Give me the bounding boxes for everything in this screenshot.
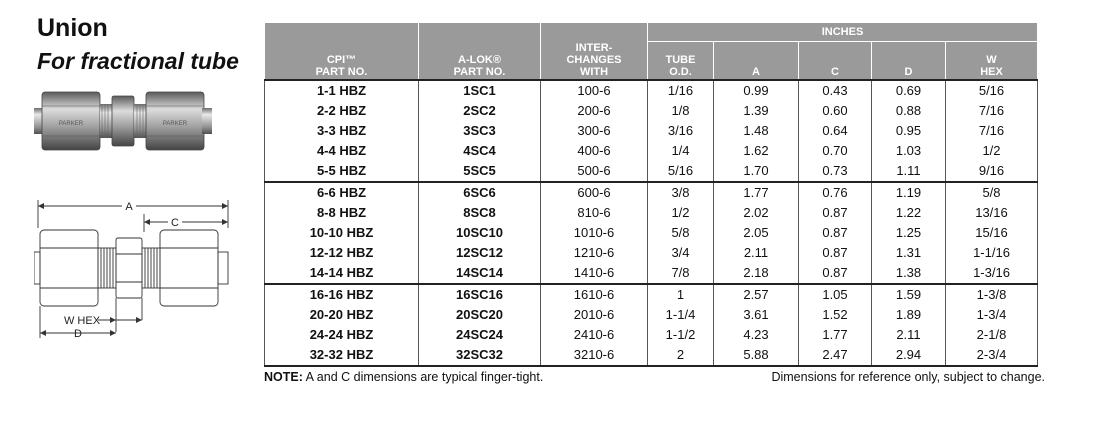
cell-dim-d: 2.11	[872, 325, 946, 345]
cell-interchanges-with: 1410-6	[541, 263, 648, 284]
cell-dim-a: 2.02	[714, 203, 799, 223]
cell-alok-part-no: 3SC3	[419, 121, 541, 141]
cell-dim-d: 0.88	[872, 101, 946, 121]
dimensions-table	[264, 22, 1038, 367]
cell-cpi-part-no: 1-1 HBZ	[265, 80, 419, 101]
cell-w-hex: 2-3/4	[946, 345, 1038, 366]
cell-cpi-part-no: 5-5 HBZ	[265, 161, 419, 182]
union-dimension-drawing	[34, 192, 234, 342]
table-row	[265, 182, 1038, 203]
cell-tube-od: 5/8	[648, 223, 714, 243]
cell-dim-c: 0.87	[799, 263, 872, 284]
cell-w-hex: 9/16	[946, 161, 1038, 182]
cell-dim-d: 1.38	[872, 263, 946, 284]
cell-dim-d: 0.95	[872, 121, 946, 141]
table-row	[265, 243, 1038, 263]
cell-alok-part-no: 16SC16	[419, 284, 541, 305]
cell-tube-od: 1/4	[648, 141, 714, 161]
dim-label-a: A	[125, 201, 133, 213]
cell-w-hex: 7/16	[946, 121, 1038, 141]
cell-tube-od: 5/16	[648, 161, 714, 182]
cell-alok-part-no: 12SC12	[419, 243, 541, 263]
header-interchanges-with: INTER- CHANGES WITH	[541, 23, 648, 81]
table-row	[265, 161, 1038, 182]
table-row	[265, 284, 1038, 305]
cell-alok-part-no: 32SC32	[419, 345, 541, 366]
cell-cpi-part-no: 3-3 HBZ	[265, 121, 419, 141]
cell-tube-od: 1	[648, 284, 714, 305]
cell-tube-od: 1/16	[648, 80, 714, 101]
header-a: A	[714, 42, 799, 81]
cell-interchanges-with: 1610-6	[541, 284, 648, 305]
cell-tube-od: 3/8	[648, 182, 714, 203]
cell-w-hex: 5/16	[946, 80, 1038, 101]
cell-w-hex: 1-3/4	[946, 305, 1038, 325]
cell-dim-c: 0.87	[799, 203, 872, 223]
cell-alok-part-no: 20SC20	[419, 305, 541, 325]
cell-dim-c: 0.76	[799, 182, 872, 203]
cell-alok-part-no: 6SC6	[419, 182, 541, 203]
cell-tube-od: 2	[648, 345, 714, 366]
cell-dim-d: 1.03	[872, 141, 946, 161]
cell-alok-part-no: 10SC10	[419, 223, 541, 243]
cell-alok-part-no: 14SC14	[419, 263, 541, 284]
cell-interchanges-with: 300-6	[541, 121, 648, 141]
cell-dim-d: 1.11	[872, 161, 946, 182]
cell-dim-d: 1.31	[872, 243, 946, 263]
header-tube-od: TUBE O.D.	[648, 42, 714, 81]
cell-interchanges-with: 3210-6	[541, 345, 648, 366]
cell-dim-d: 1.22	[872, 203, 946, 223]
cell-dim-a: 1.77	[714, 182, 799, 203]
cell-dim-a: 2.57	[714, 284, 799, 305]
cell-cpi-part-no: 14-14 HBZ	[265, 263, 419, 284]
footnote	[264, 370, 543, 384]
cell-tube-od: 7/8	[648, 263, 714, 284]
table-row	[265, 263, 1038, 284]
cell-dim-a: 3.61	[714, 305, 799, 325]
cell-dim-d: 0.69	[872, 80, 946, 101]
header-c: C	[799, 42, 872, 81]
cell-w-hex: 13/16	[946, 203, 1038, 223]
table-row	[265, 223, 1038, 243]
cell-alok-part-no: 2SC2	[419, 101, 541, 121]
cell-w-hex: 7/16	[946, 101, 1038, 121]
product-title: Union	[37, 14, 108, 42]
header-w-hex: W HEX	[946, 42, 1038, 81]
cell-cpi-part-no: 8-8 HBZ	[265, 203, 419, 223]
cell-interchanges-with: 100-6	[541, 80, 648, 101]
table-row	[265, 141, 1038, 161]
note-label: NOTE:	[264, 370, 303, 384]
cell-interchanges-with: 400-6	[541, 141, 648, 161]
cell-dim-c: 1.52	[799, 305, 872, 325]
cell-w-hex: 1-1/16	[946, 243, 1038, 263]
cell-dim-a: 0.99	[714, 80, 799, 101]
table-row	[265, 80, 1038, 101]
cell-cpi-part-no: 32-32 HBZ	[265, 345, 419, 366]
cell-dim-d: 1.25	[872, 223, 946, 243]
cell-cpi-part-no: 6-6 HBZ	[265, 182, 419, 203]
cell-tube-od: 1/8	[648, 101, 714, 121]
cell-dim-c: 0.70	[799, 141, 872, 161]
note-text: A and C dimensions are typical finger-tight.	[302, 370, 544, 384]
table-row	[265, 345, 1038, 366]
cell-cpi-part-no: 10-10 HBZ	[265, 223, 419, 243]
cell-w-hex: 1/2	[946, 141, 1038, 161]
union-fitting-photo	[34, 86, 212, 156]
cell-dim-c: 0.73	[799, 161, 872, 182]
cell-alok-part-no: 24SC24	[419, 325, 541, 345]
cell-interchanges-with: 1010-6	[541, 223, 648, 243]
cell-dim-a: 1.48	[714, 121, 799, 141]
cell-dim-c: 0.43	[799, 80, 872, 101]
cell-dim-a: 2.11	[714, 243, 799, 263]
cell-cpi-part-no: 4-4 HBZ	[265, 141, 419, 161]
cell-w-hex: 2-1/8	[946, 325, 1038, 345]
cell-tube-od: 1-1/2	[648, 325, 714, 345]
table-row	[265, 101, 1038, 121]
cell-dim-a: 2.18	[714, 263, 799, 284]
dim-label-c: C	[171, 217, 179, 229]
cell-tube-od: 1/2	[648, 203, 714, 223]
header-inches: INCHES	[648, 23, 1038, 42]
cell-cpi-part-no: 24-24 HBZ	[265, 325, 419, 345]
cell-dim-a: 1.39	[714, 101, 799, 121]
cell-tube-od: 3/4	[648, 243, 714, 263]
dim-label-whex: W HEX	[63, 315, 101, 327]
cell-dim-a: 4.23	[714, 325, 799, 345]
cell-w-hex: 1-3/16	[946, 263, 1038, 284]
cell-dim-c: 2.47	[799, 345, 872, 366]
cell-alok-part-no: 1SC1	[419, 80, 541, 101]
product-subtitle: For fractional tube	[37, 48, 239, 74]
disclaimer: Dimensions for reference only, subject to change.	[771, 370, 1045, 384]
cell-dim-a: 5.88	[714, 345, 799, 366]
cell-interchanges-with: 200-6	[541, 101, 648, 121]
cell-cpi-part-no: 12-12 HBZ	[265, 243, 419, 263]
cell-dim-c: 0.64	[799, 121, 872, 141]
cell-dim-d: 2.94	[872, 345, 946, 366]
cell-tube-od: 1-1/4	[648, 305, 714, 325]
cell-interchanges-with: 500-6	[541, 161, 648, 182]
cell-interchanges-with: 600-6	[541, 182, 648, 203]
photo-nut-mark-right: PARKER	[162, 121, 188, 127]
cell-dim-d: 1.59	[872, 284, 946, 305]
cell-dim-c: 0.87	[799, 243, 872, 263]
cell-w-hex: 5/8	[946, 182, 1038, 203]
table-row	[265, 305, 1038, 325]
cell-interchanges-with: 2410-6	[541, 325, 648, 345]
header-cpi-part-no: CPI™ PART NO.	[265, 23, 419, 81]
table-row	[265, 325, 1038, 345]
cell-tube-od: 3/16	[648, 121, 714, 141]
cell-alok-part-no: 8SC8	[419, 203, 541, 223]
cell-dim-a: 1.62	[714, 141, 799, 161]
cell-w-hex: 15/16	[946, 223, 1038, 243]
cell-interchanges-with: 2010-6	[541, 305, 648, 325]
cell-interchanges-with: 1210-6	[541, 243, 648, 263]
cell-cpi-part-no: 2-2 HBZ	[265, 101, 419, 121]
dim-label-d: D	[74, 328, 82, 340]
cell-alok-part-no: 5SC5	[419, 161, 541, 182]
table-row	[265, 203, 1038, 223]
header-d: D	[872, 42, 946, 81]
cell-dim-c: 0.60	[799, 101, 872, 121]
cell-dim-c: 1.05	[799, 284, 872, 305]
cell-alok-part-no: 4SC4	[419, 141, 541, 161]
cell-dim-d: 1.19	[872, 182, 946, 203]
cell-cpi-part-no: 16-16 HBZ	[265, 284, 419, 305]
cell-interchanges-with: 810-6	[541, 203, 648, 223]
cell-cpi-part-no: 20-20 HBZ	[265, 305, 419, 325]
cell-w-hex: 1-3/8	[946, 284, 1038, 305]
cell-dim-c: 1.77	[799, 325, 872, 345]
cell-dim-a: 2.05	[714, 223, 799, 243]
header-alok-part-no: A-LOK® PART NO.	[419, 23, 541, 81]
table-row	[265, 121, 1038, 141]
cell-dim-d: 1.89	[872, 305, 946, 325]
cell-dim-a: 1.70	[714, 161, 799, 182]
photo-nut-mark-left: PARKER	[58, 121, 84, 127]
cell-dim-c: 0.87	[799, 223, 872, 243]
